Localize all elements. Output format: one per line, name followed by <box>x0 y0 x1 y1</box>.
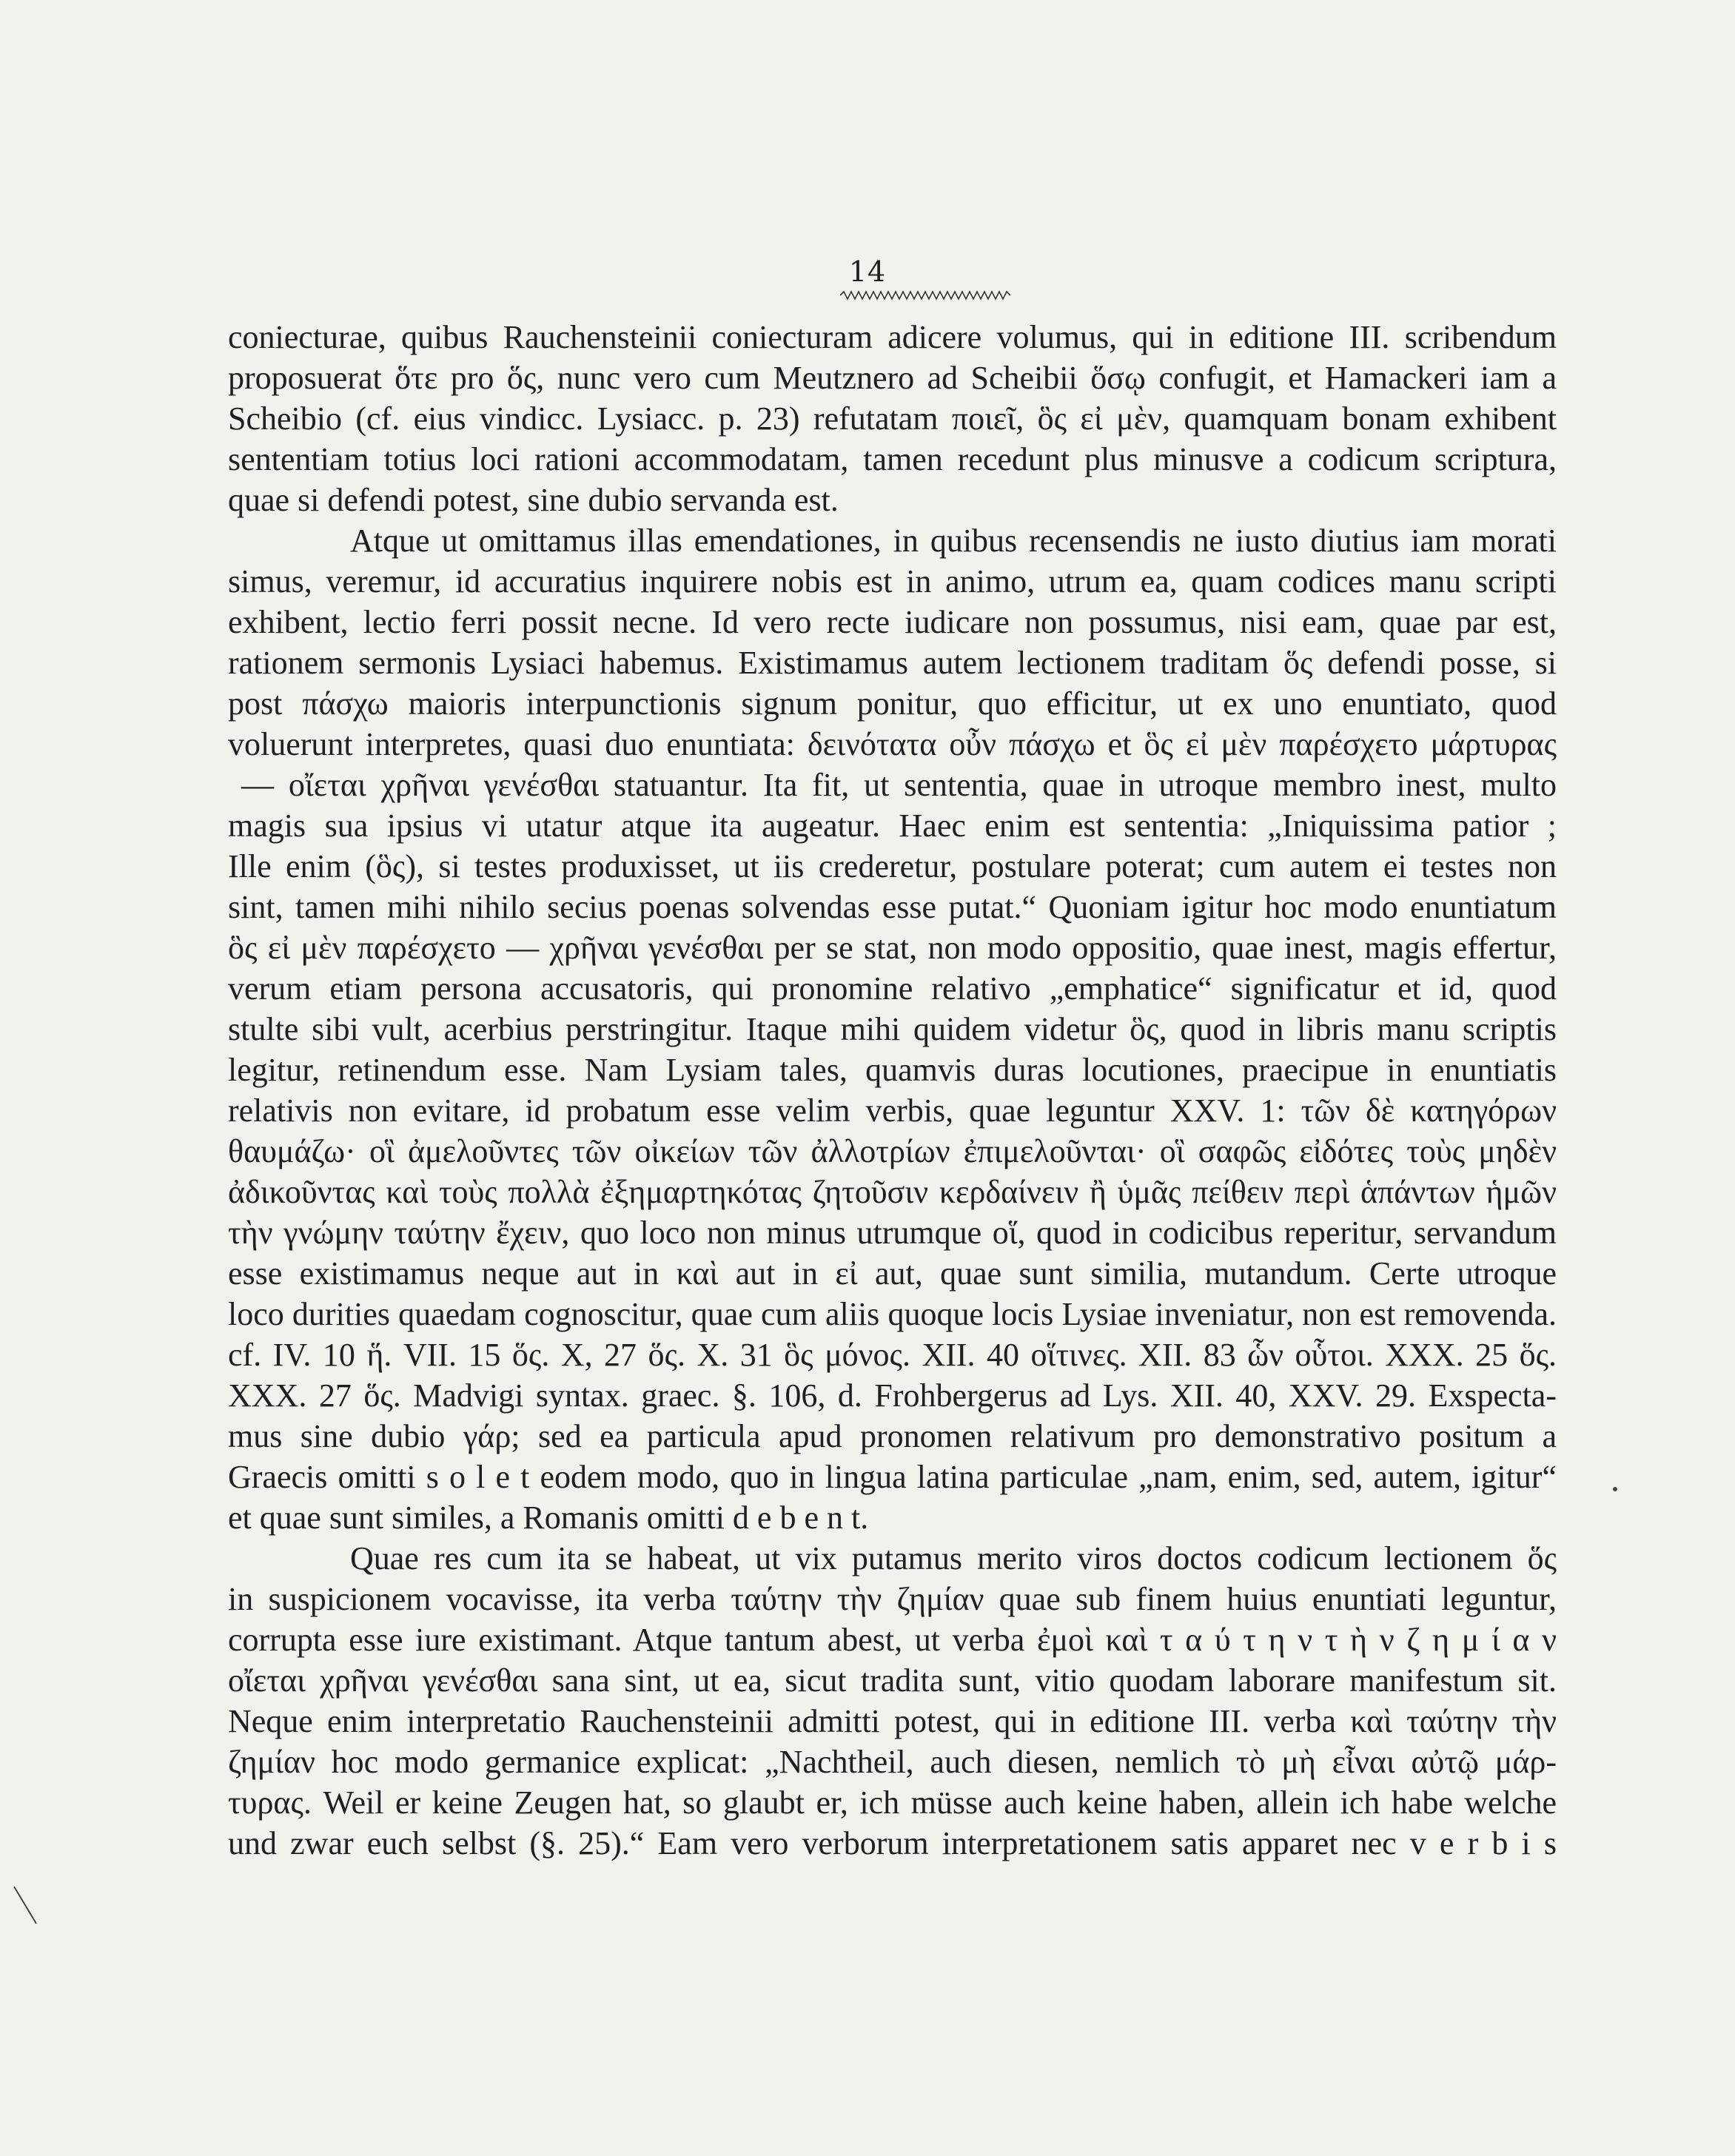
text-line: et quae sunt similes, a Romanis omitti d e b e n t. <box>228 1500 869 1536</box>
text-line: Graecis omitti s o l e t eodem modo, quo in lingua latina particulae „nam, enim, sed, autem, igitur“ <box>228 1459 1557 1495</box>
text-line: post πάσχω maioris interpunctionis signum ponitur, quo efficitur, ut ex uno enuntiato, quod <box>228 685 1557 722</box>
text-line: ἀδικοῦντας καὶ τοὺς πολλὰ ἐξημαρτηκότας ζητοῦσιν κερδαίνειν ἢ ὑμᾶς πείθειν περὶ ἁπάντων ἡμῶν <box>228 1174 1557 1210</box>
text-line: θαυμάζω· οἳ ἀμελοῦντες τῶν οἰκείων τῶν ἀλλοτρίων ἐπιμελοῦνται· οἳ σαφῶς εἰδότες τοὺς μηδὲν <box>228 1133 1557 1169</box>
text-line: proposuerat ὅτε pro ὅς, nunc vero cum Meutznero ad Scheibii ὅσῳ confugit, et Hamackeri iam a <box>228 360 1557 396</box>
margin-dot-mark <box>1610 1484 1620 1494</box>
text-line: loco durities quaedam cognoscitur, quae cum aliis quoque locis Lysiae inveniatur, non est removenda. <box>228 1296 1557 1332</box>
text-line: cf. IV. 10 ἥ. VII. 15 ὅς. X, 27 ὅς. X. 31 ὃς μόνος. XII. 40 οἵτινες. XII. 83 ὧν οὗτοι. XXX. 25 ὅς. <box>228 1337 1557 1373</box>
text-line: exhibent, lectio ferri possit necne. Id vero recte iudicare non possumus, nisi eam, quae par est, <box>228 604 1557 640</box>
text-line: ὃς εἰ μὲν παρέσχετο — χρῆναι γενέσθαι per se stat, non modo oppositio, quae inest, magis effertur, <box>228 930 1557 966</box>
text-line: esse existimamus neque aut in καὶ aut in εἰ aut, quae sunt similia, mutandum. Certe utroque <box>228 1255 1557 1292</box>
text-line: Atque ut omittamus illas emendationes, in quibus recensendis ne iusto diutius iam morati <box>350 523 1557 559</box>
text-line: voluerunt interpretes, quasi duo enuntiata: δεινότατα οὖν πάσχω et ὃς εἰ μὲν παρέσχετο μάρτυρας <box>228 726 1557 762</box>
text-line: mus sine dubio γάρ; sed ea particula apud pronomen relativum pro demonstrativo positum a <box>228 1418 1557 1454</box>
text-line: und zwar euch selbst (§. 25).“ Eam vero verborum interpretationem satis apparet nec v e r b i s <box>228 1825 1557 1861</box>
body-text <box>228 317 1557 1864</box>
text-line: legitur, retinendum esse. Nam Lysiam tales, quamvis duras locutiones, praecipue in enuntiatis <box>228 1052 1557 1088</box>
text-line: sint, tamen mihi nihilo secius poenas solvendas esse putat.“ Quoniam igitur hoc modo enuntiatum <box>228 889 1557 925</box>
text-line: corrupta esse iure existimant. Atque tantum abest, ut verba ἐμοὶ καὶ τ α ύ τ η ν τ ὴ ν ζ η μ ί α ν <box>228 1622 1557 1658</box>
text-line: Scheibio (cf. eius vindicc. Lysiacc. p. 23) refutatam ποιεῖ, ὃς εἰ μὲν, quamquam bonam exhibent <box>228 400 1557 437</box>
text-line: simus, veremur, id accuratius inquirere nobis est in animo, utrum ea, quam codices manu scripti <box>228 563 1557 600</box>
text-line: coniecturae, quibus Rauchensteinii coniecturam adicere volumus, qui in editione III. scribendum <box>228 319 1557 355</box>
text-line: quae si defendi potest, sine dubio servanda est. <box>228 482 839 518</box>
page-number: 14 <box>848 255 887 288</box>
text-line: XXX. 27 ὅς. Madvigi syntax. graec. §. 106, d. Frohbergerus ad Lys. XII. 40, XXV. 29. Exspecta- <box>228 1377 1557 1414</box>
text-line: rationem sermonis Lysiaci habemus. Existimamus autem lectionem traditam ὅς defendi posse, si <box>228 645 1557 681</box>
text-line: verum etiam persona accusatoris, qui pronomine relativo „emphatice“ significatur et id, quod <box>228 970 1557 1007</box>
text-line: ζημίαν hoc modo germanice explicat: „Nachtheil, auch diesen, nemlich τὸ μὴ εἶναι αὐτῷ μάρ- <box>228 1744 1557 1780</box>
text-line: Neque enim interpretatio Rauchensteinii admitti potest, qui in editione III. verba καὶ ταύτην τὴν <box>228 1703 1557 1739</box>
text-line: τὴν γνώμην ταύτην ἔχειν, quo loco non minus utrumque οἵ, quod in codicibus reperitur, servandum <box>228 1215 1557 1251</box>
page-number-ornament <box>840 290 1010 300</box>
margin-stroke-mark <box>11 1884 41 1928</box>
text-line: Ille enim (ὃς), si testes produxisset, ut iis crederetur, postulare poterat; cum autem ei testes non <box>228 848 1557 884</box>
text-line: — οἴεται χρῆναι γενέσθαι statuantur. Ita fit, ut sententia, quae in utroque membro inest, multo <box>241 767 1557 803</box>
text-line: οἴεται χρῆναι γενέσθαι sana sint, ut ea, sicut tradita sunt, vitio quodam laborare manifestum sit. <box>228 1662 1557 1699</box>
text-line: relativis non evitare, id probatum esse velim verbis, quae leguntur XXV. 1: τῶν δὲ κατηγόρων <box>228 1092 1557 1129</box>
text-line: τυρας. Weil er keine Zeugen hat, so glaubt er, ich müsse auch keine haben, allein ich habe welche <box>228 1784 1557 1821</box>
text-line: sententiam totius loci rationi accommodatam, tamen recedunt plus minusve a codicum scriptura, <box>228 441 1557 477</box>
text-line: Quae res cum ita se habeat, ut vix putamus merito viros doctos codicum lectionem ὅς <box>350 1540 1557 1576</box>
text-line: stulte sibi vult, acerbius perstringitur. Itaque mihi quidem videtur ὃς, quod in libris manu scriptis <box>228 1011 1557 1047</box>
text-line: magis sua ipsius vi utatur atque ita augeatur. Haec enim est sententia: „Iniquissima patior ; <box>228 807 1557 844</box>
text-line: in suspicionem vocavisse, ita verba ταύτην τὴν ζημίαν quae sub finem huius enuntiati leguntur, <box>228 1581 1557 1617</box>
